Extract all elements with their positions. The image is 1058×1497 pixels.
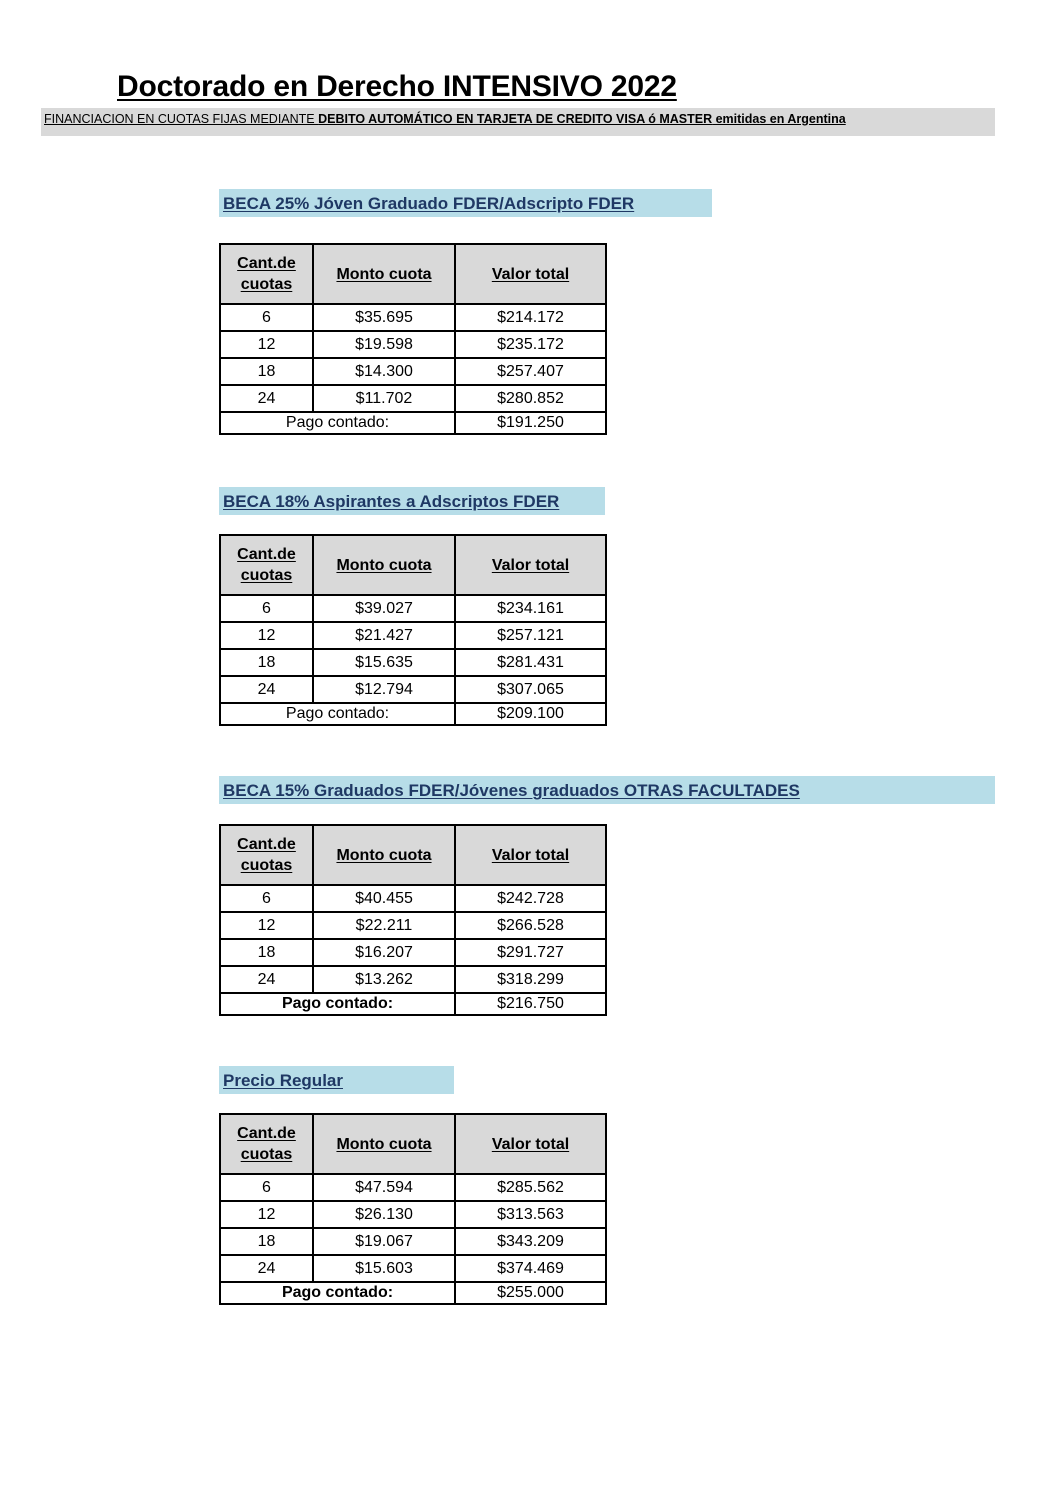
cell-monto: $39.027 [313,595,455,622]
financing-subtitle [41,108,995,136]
table-beca-15 [219,824,607,1016]
table-row [220,304,606,331]
cell-cuotas: 12 [220,622,313,649]
cell-total: $242.728 [455,885,606,912]
table-row [220,966,606,993]
header-cant-cuotas: Cant.de cuotas [220,535,313,595]
cell-cuotas: 6 [220,595,313,622]
cell-total: $291.727 [455,939,606,966]
section-heading-beca-15: BECA 15% Graduados FDER/Jóvenes graduados OTRAS FACULTADES [219,776,995,804]
cell-monto: $35.695 [313,304,455,331]
table-precio-regular [219,1113,607,1305]
table-row [220,1228,606,1255]
section-heading-beca-18: BECA 18% Aspirantes a Adscriptos FDER [219,487,605,515]
table-header-row [220,244,606,304]
table-row [220,649,606,676]
cell-total: $257.121 [455,622,606,649]
header-monto-cuota: Monto cuota [313,1114,455,1174]
header-valor-total: Valor total [455,825,606,885]
cell-cuotas: 18 [220,649,313,676]
pago-contado-value: $191.250 [455,412,606,434]
cell-monto: $12.794 [313,676,455,703]
subtitle-part3: emitidas en Argentina [712,112,846,126]
header-monto-cuota: Monto cuota [313,825,455,885]
cell-monto: $15.603 [313,1255,455,1282]
table-row [220,385,606,412]
header-valor-total: Valor total [455,244,606,304]
pago-contado-label: Pago contado: [220,993,455,1015]
cell-monto: $21.427 [313,622,455,649]
subtitle-part1: FINANCIACION EN CUOTAS FIJAS MEDIANTE [44,112,319,126]
cell-cuotas: 12 [220,331,313,358]
header-cant-cuotas: Cant.de cuotas [220,825,313,885]
cell-cuotas: 12 [220,1201,313,1228]
cell-cuotas: 18 [220,358,313,385]
table-row [220,595,606,622]
cell-cuotas: 24 [220,1255,313,1282]
page-title: Doctorado en Derecho INTENSIVO 2022 [117,70,677,103]
header-monto-cuota: Monto cuota [313,535,455,595]
cell-total: $235.172 [455,331,606,358]
cell-total: $280.852 [455,385,606,412]
table-row [220,939,606,966]
section-heading-beca-25: BECA 25% Jóven Graduado FDER/Adscripto FDER [219,189,712,217]
cell-total: $266.528 [455,912,606,939]
table-row [220,622,606,649]
table-total-row [220,412,606,434]
cell-cuotas: 6 [220,1174,313,1201]
cell-monto: $11.702 [313,385,455,412]
cell-cuotas: 24 [220,676,313,703]
cell-cuotas: 6 [220,304,313,331]
table-row [220,1255,606,1282]
table-total-row [220,703,606,725]
pago-contado-value: $255.000 [455,1282,606,1304]
cell-monto: $22.211 [313,912,455,939]
cell-total: $281.431 [455,649,606,676]
table-row [220,885,606,912]
cell-cuotas: 18 [220,1228,313,1255]
cell-total: $313.563 [455,1201,606,1228]
cell-cuotas: 24 [220,385,313,412]
table-row [220,331,606,358]
pago-contado-label: Pago contado: [220,1282,455,1304]
table-header-row [220,535,606,595]
table-row [220,358,606,385]
cell-total: $214.172 [455,304,606,331]
header-cant-cuotas: Cant.de cuotas [220,1114,313,1174]
cell-monto: $14.300 [313,358,455,385]
header-monto-cuota: Monto cuota [313,244,455,304]
cell-total: $257.407 [455,358,606,385]
header-cant-cuotas: Cant.de cuotas [220,244,313,304]
cell-cuotas: 24 [220,966,313,993]
cell-total: $285.562 [455,1174,606,1201]
pago-contado-value: $209.100 [455,703,606,725]
cell-cuotas: 6 [220,885,313,912]
cell-monto: $19.067 [313,1228,455,1255]
cell-total: $374.469 [455,1255,606,1282]
cell-cuotas: 18 [220,939,313,966]
table-row [220,1201,606,1228]
section-heading-precio-regular: Precio Regular [219,1066,454,1094]
pago-contado-label: Pago contado: [220,412,455,434]
subtitle-part2: DEBITO AUTOMÁTICO EN TARJETA DE CREDITO VISA ó MASTER [318,112,713,126]
table-row [220,1174,606,1201]
header-valor-total: Valor total [455,1114,606,1174]
cell-monto: $16.207 [313,939,455,966]
cell-total: $318.299 [455,966,606,993]
table-beca-18 [219,534,607,726]
table-row [220,676,606,703]
cell-monto: $26.130 [313,1201,455,1228]
cell-cuotas: 12 [220,912,313,939]
table-row [220,912,606,939]
table-beca-25 [219,243,607,435]
cell-monto: $13.262 [313,966,455,993]
cell-monto: $15.635 [313,649,455,676]
cell-monto: $19.598 [313,331,455,358]
table-header-row [220,1114,606,1174]
table-header-row [220,825,606,885]
header-valor-total: Valor total [455,535,606,595]
cell-monto: $47.594 [313,1174,455,1201]
cell-monto: $40.455 [313,885,455,912]
pago-contado-label: Pago contado: [220,703,455,725]
cell-total: $343.209 [455,1228,606,1255]
table-total-row [220,1282,606,1304]
cell-total: $307.065 [455,676,606,703]
pago-contado-value: $216.750 [455,993,606,1015]
table-total-row [220,993,606,1015]
cell-total: $234.161 [455,595,606,622]
